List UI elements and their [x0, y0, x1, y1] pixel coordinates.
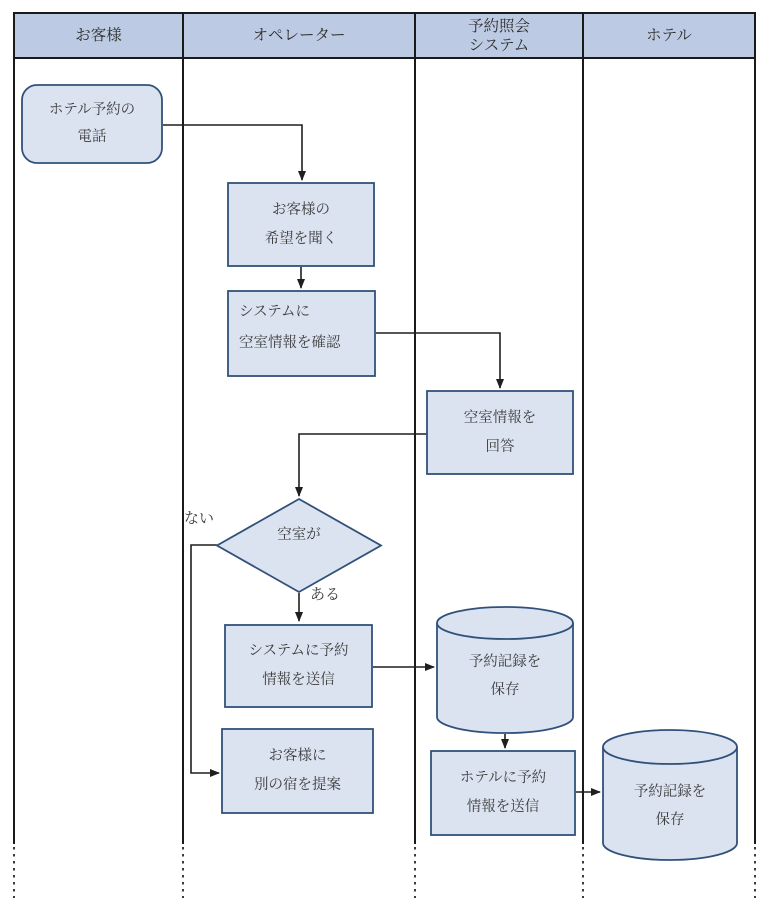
decision-text: 空室が: [277, 526, 321, 543]
save-system-line1: 予約記録を: [468, 654, 542, 670]
listen-line2: 希望を聞く: [264, 230, 338, 247]
process-listen-shape: [228, 183, 374, 266]
start-line1: ホテル予約の: [48, 102, 136, 118]
send-line1: システムに予約: [248, 643, 349, 659]
process-check-shape: [228, 291, 375, 376]
answer-line1: 空室情報を: [463, 409, 537, 426]
lane-header-customer-label: お客様: [75, 27, 122, 44]
send-hotel-line2: 情報を送信: [466, 799, 540, 815]
save-system-line2: 保存: [490, 682, 520, 698]
check-line2: 空室情報を確認: [239, 335, 341, 351]
send-line2: 情報を送信: [262, 672, 335, 688]
lane-header-hotel-label: ホテル: [646, 27, 692, 44]
propose-line1: お客様に: [268, 748, 327, 764]
process-send-shape: [225, 625, 372, 707]
check-line1: システムに: [239, 304, 311, 320]
decision-vacancy-shape: [217, 499, 381, 592]
connector-check-to-answer: [376, 333, 500, 388]
process-answer-shape: [427, 391, 573, 474]
terminator-start-shape: [22, 85, 162, 163]
start-line2: 電話: [77, 129, 107, 145]
edge-label-yes-text: ある: [310, 586, 341, 603]
swimlane-header-row: [14, 13, 755, 58]
save-hotel-line1: 予約記録を: [633, 784, 707, 800]
listen-line1: お客様の: [272, 201, 330, 218]
connector-answer-to-decision: [299, 434, 427, 496]
save-hotel-line2: 保存: [655, 812, 685, 828]
process-propose-shape: [222, 729, 373, 813]
answer-line2: 回答: [485, 438, 515, 455]
send-hotel-line1: ホテルに予約: [459, 770, 547, 786]
lane-header-system-label-line2: システム: [468, 36, 530, 54]
process-send-hotel-shape: [431, 751, 575, 835]
lane-header-operator-label: オペレーター: [252, 27, 346, 44]
datastore-save-system-shape: [437, 607, 573, 733]
propose-line2: 別の宿を提案: [254, 777, 341, 793]
connector-decision-no-to-propose: [191, 545, 219, 773]
datastore-save-hotel-shape: [603, 730, 737, 860]
edge-label-no-text: ない: [184, 510, 215, 527]
lane-header-system-label-line1: 予約照会: [467, 17, 530, 35]
